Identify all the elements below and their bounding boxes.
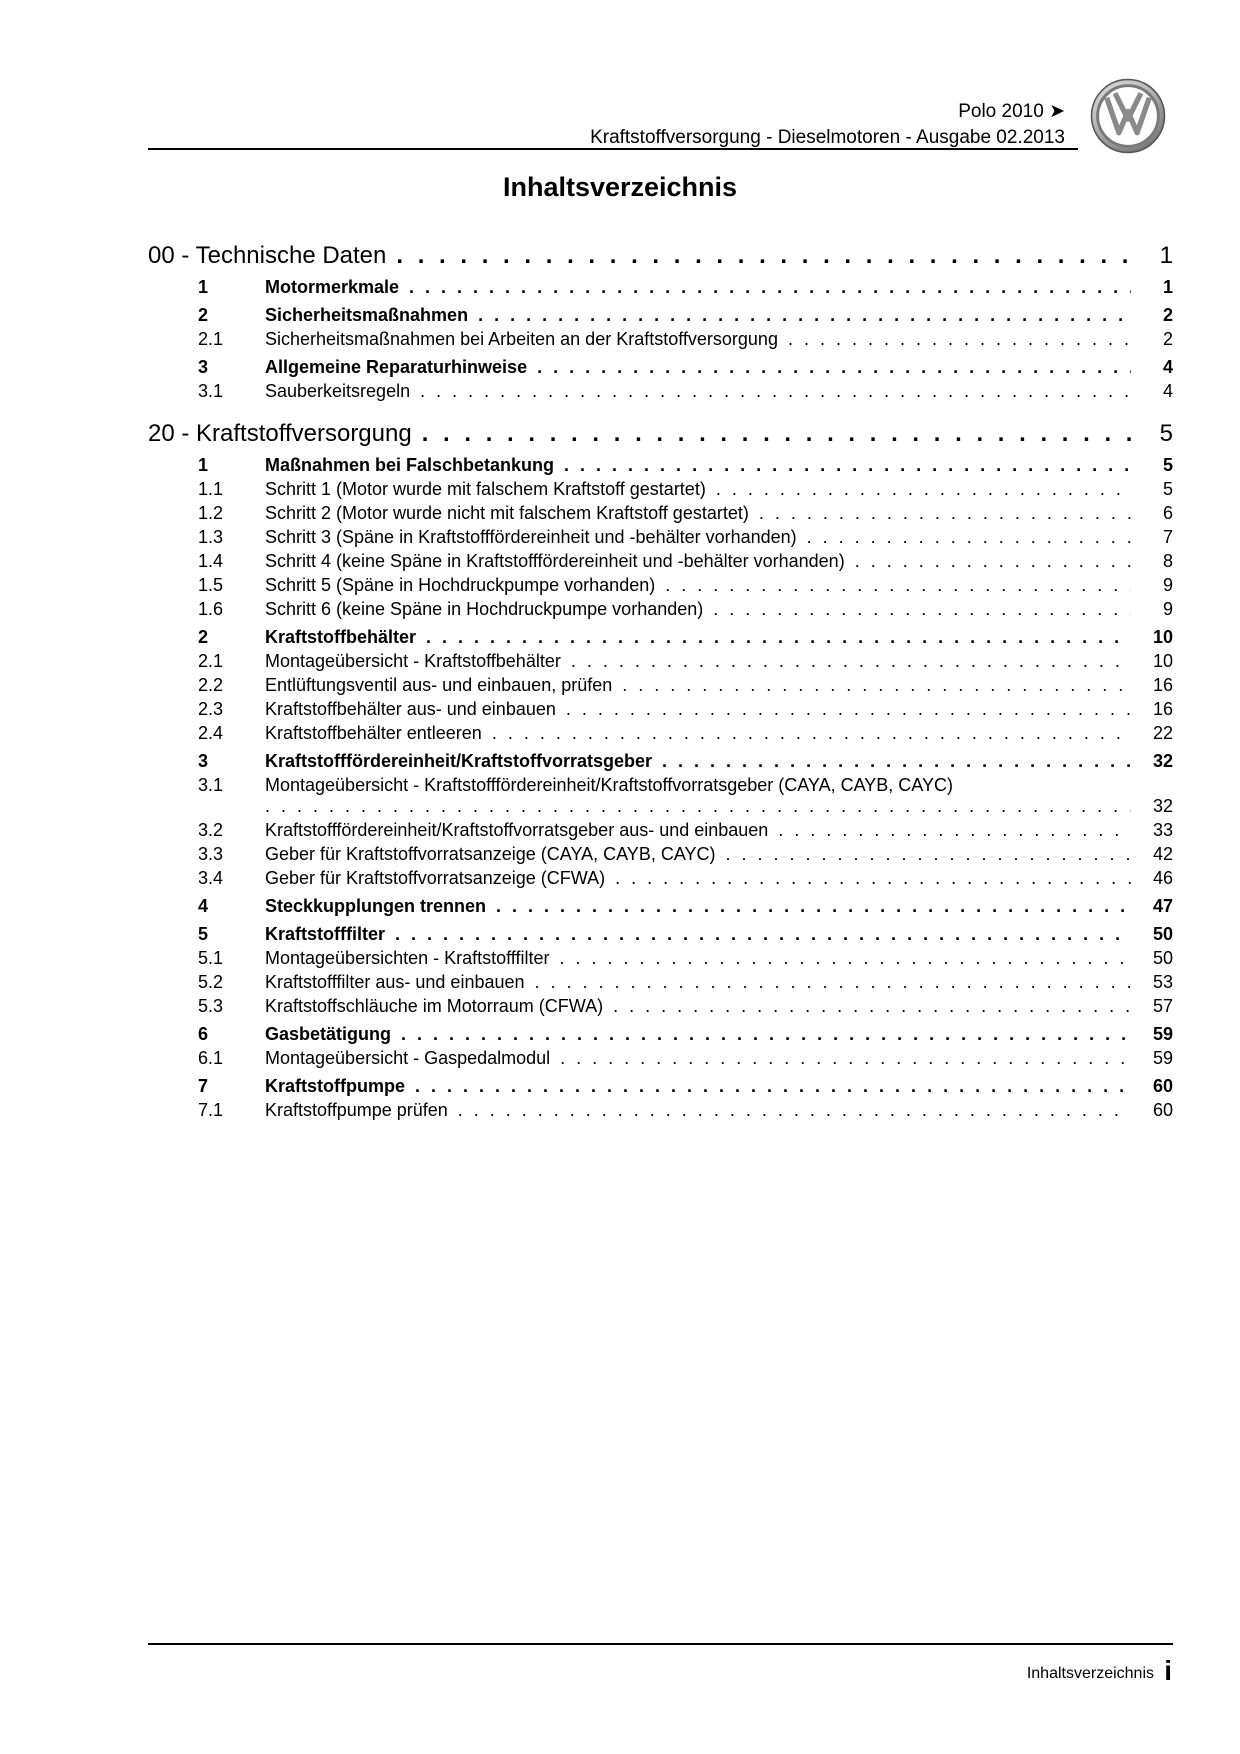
toc-leader-dots: [422, 420, 1131, 448]
toc-entry-page: 10: [1152, 651, 1173, 671]
toc-leader-dots: [458, 1099, 1131, 1121]
toc-entry-title: Montageübersicht - Gaspedalmodul: [265, 1048, 551, 1068]
toc-entry-page: 1: [1159, 242, 1173, 269]
toc-entry[interactable]: [148, 895, 1173, 917]
toc-entry[interactable]: [148, 750, 1173, 772]
toc-entry-page: 1: [1162, 277, 1173, 297]
toc-entry-page: 16: [1152, 675, 1173, 695]
header-subtitle: Kraftstoffversorgung - Dieselmotoren - Ausgabe 02.2013: [590, 127, 1065, 148]
toc-entry-number: 6.1: [198, 1048, 224, 1068]
toc-chapter-title: 00 - Technische Daten: [148, 242, 387, 269]
header-divider: [148, 148, 1078, 150]
toc-entry[interactable]: [148, 1075, 1173, 1097]
toc-leader-dots: [415, 1075, 1131, 1097]
toc-entry-title: Gasbetätigung: [265, 1024, 392, 1044]
toc-entry-title: Kraftstoffschläuche im Motorraum (CFWA): [265, 996, 604, 1016]
toc-entry-number: 3.1: [198, 381, 224, 401]
toc-entry[interactable]: [148, 526, 1173, 548]
toc-leader-dots: [665, 574, 1131, 596]
toc-entry-page: 6: [1162, 503, 1173, 523]
toc-entry[interactable]: [148, 626, 1173, 648]
toc-entry-title: Schritt 5 (Späne in Hochdruckpumpe vorhanden): [265, 575, 656, 595]
toc-entry-number: 2.3: [198, 699, 224, 719]
toc-entry-number: 4: [198, 896, 209, 916]
toc-entry-title: Montageübersichten - Kraftstofffilter: [265, 948, 550, 968]
toc-leader-dots: [559, 947, 1131, 969]
toc-entry-page: 57: [1152, 996, 1173, 1016]
toc-entry-number: 5: [198, 924, 209, 944]
toc-leader-dots: [788, 328, 1131, 350]
toc-entry-page: 42: [1152, 844, 1173, 864]
toc-entry[interactable]: [148, 380, 1173, 402]
toc-entry[interactable]: [148, 328, 1173, 350]
toc-entry-continuation[interactable]: [148, 795, 1173, 817]
toc-leader-dots: [615, 867, 1131, 889]
toc-leader-dots: [759, 502, 1131, 524]
toc-entry-page: 9: [1162, 599, 1173, 619]
toc-entry-number: 2.1: [198, 651, 224, 671]
toc-entry[interactable]: [148, 674, 1173, 696]
toc-leader-dots: [622, 674, 1131, 696]
toc-entry-page: 4: [1162, 357, 1173, 377]
page-title: Inhaltsverzeichnis: [502, 172, 738, 202]
toc-entry[interactable]: [148, 454, 1173, 476]
toc-entry-page: 47: [1152, 896, 1173, 916]
footer-divider: [148, 1643, 1173, 1645]
toc-entry-title: Sicherheitsmaßnahmen bei Arbeiten an der Kraftstoffversorgung: [265, 329, 778, 349]
toc-entry-number: 1.6: [198, 599, 224, 619]
footer-label: Inhaltsverzeichnis: [1026, 1665, 1154, 1682]
toc-entry-title: Schritt 6 (keine Späne in Hochdruckpumpe vorhanden): [265, 599, 704, 619]
toc-entry[interactable]: [148, 971, 1173, 993]
toc-entry-title: Kraftstoffbehälter: [265, 627, 417, 647]
toc-entry[interactable]: [148, 947, 1173, 969]
toc-entry-number: 1.3: [198, 527, 224, 547]
toc-entry[interactable]: [148, 722, 1173, 744]
toc-entry[interactable]: [148, 774, 1173, 796]
toc-entry-page: 5: [1162, 455, 1173, 475]
toc-entry-number: 5.3: [198, 996, 224, 1016]
toc-entry-page: 7: [1162, 527, 1173, 547]
toc-entry-number: 3.1: [198, 775, 224, 795]
toc-entry-title: Geber für Kraftstoffvorratsanzeige (CFWA): [265, 868, 606, 888]
toc-entry-title: Kraftstofffilter: [265, 924, 385, 944]
toc-entry-number: 2.4: [198, 723, 224, 743]
toc-entry-number: 1.2: [198, 503, 224, 523]
toc-entry-title: Kraftstoffbehälter entleeren: [265, 723, 482, 743]
toc-entry-title: Maßnahmen bei Falschbetankung: [265, 455, 555, 475]
toc-entry-page: 2: [1162, 329, 1173, 349]
toc-entry-page: 9: [1162, 575, 1173, 595]
toc-leader-dots: [566, 698, 1131, 720]
toc-entry-number: 5.1: [198, 948, 224, 968]
toc-leader-dots: [571, 650, 1131, 672]
toc-entry-number: 3.4: [198, 868, 224, 888]
toc-leader-dots: [537, 356, 1131, 378]
toc-entry-page: 32: [1152, 751, 1173, 771]
toc-entry-number: 1: [198, 455, 209, 475]
toc-entry[interactable]: [148, 304, 1173, 326]
toc-leader-dots: [426, 626, 1131, 648]
toc-leader-dots: [662, 750, 1131, 772]
toc-entry[interactable]: [148, 1099, 1173, 1121]
toc-entry-title: Entlüftungsventil aus- und einbauen, prüfen: [265, 675, 613, 695]
toc-entry-title: Schritt 4 (keine Späne in Kraftstofffördereinheit und -behälter vorhanden): [265, 551, 845, 571]
toc-entry[interactable]: [148, 502, 1173, 524]
toc-entry-page: 60: [1152, 1076, 1173, 1096]
toc-entry-page: 59: [1152, 1024, 1173, 1044]
toc-entry-number: 2.1: [198, 329, 224, 349]
header-model: Polo 2010 ➤: [958, 101, 1065, 122]
toc-entry-title: Allgemeine Reparaturhinweise: [265, 357, 528, 377]
toc-leader-dots: [807, 526, 1131, 548]
toc-entry[interactable]: [148, 574, 1173, 596]
toc-entry-number: 1: [198, 277, 209, 297]
toc-leader-dots: [716, 478, 1131, 500]
toc-leader-dots: [409, 276, 1131, 298]
toc-entry-page: 5: [1159, 420, 1173, 447]
toc-entry-page: 50: [1152, 924, 1173, 944]
toc-leader-dots: [560, 1047, 1131, 1069]
toc-entry-number: 6: [198, 1024, 209, 1044]
toc-entry-title: Schritt 1 (Motor wurde mit falschem Kraftstoff gestartet): [265, 479, 706, 499]
toc-entry-title: Schritt 3 (Späne in Kraftstofffördereinheit und -behälter vorhanden): [265, 527, 797, 547]
toc-leader-dots: [420, 380, 1131, 402]
toc-entry-page: 46: [1152, 868, 1173, 888]
toc-leader-dots: [492, 722, 1131, 744]
toc-leader-dots: [265, 795, 1131, 817]
toc-leader-dots: [613, 995, 1131, 1017]
toc-entry-title: Steckkupplungen trennen: [265, 896, 487, 916]
toc-entry-page: 5: [1162, 479, 1173, 499]
toc-entry-number: 5.2: [198, 972, 224, 992]
toc-leader-dots: [713, 598, 1131, 620]
toc-entry-title: Montageübersicht - Kraftstofffördereinheit/Kraftstoffvorratsgeber (CAYA, CAYB, CAYC): [265, 775, 953, 795]
page-header: [0, 0, 1240, 160]
toc-leader-dots: [564, 454, 1131, 476]
toc-leader-dots: [401, 1023, 1131, 1045]
toc-leader-dots: [395, 923, 1131, 945]
toc-entry-title: Motormerkmale: [265, 277, 400, 297]
toc-entry[interactable]: [148, 923, 1173, 945]
toc-entry-number: 2.2: [198, 675, 224, 695]
toc-entry-title: Kraftstofffördereinheit/Kraftstoffvorratsgeber: [265, 751, 653, 771]
toc-entry-title: Sicherheitsmaßnahmen: [265, 305, 469, 325]
toc-entry[interactable]: [148, 598, 1173, 620]
toc-entry[interactable]: [148, 550, 1173, 572]
toc-entry[interactable]: [148, 995, 1173, 1017]
toc-entry-number: 7.1: [198, 1100, 224, 1120]
toc-entry-title: Kraftstoffpumpe prüfen: [265, 1100, 448, 1120]
toc-entry[interactable]: [148, 1023, 1173, 1045]
toc-entry[interactable]: [148, 356, 1173, 378]
toc-entry-number: 2: [198, 305, 209, 325]
toc-entry[interactable]: [148, 843, 1173, 865]
toc-entry[interactable]: [148, 819, 1173, 841]
toc-entry-number: 1.1: [198, 479, 224, 499]
toc-entry-page: 8: [1162, 551, 1173, 571]
toc-chapter[interactable]: [148, 420, 1173, 448]
toc-entry[interactable]: [148, 867, 1173, 889]
toc-entry-title: Kraftstofffilter aus- und einbauen: [265, 972, 525, 992]
toc-entry-number: 1.5: [198, 575, 224, 595]
toc-entry-page: 22: [1152, 723, 1173, 743]
toc-leader-dots: [478, 304, 1131, 326]
toc-entry-number: 3: [198, 357, 209, 377]
toc-chapter[interactable]: [148, 242, 1173, 270]
toc-entry[interactable]: [148, 276, 1173, 298]
footer-page-number: i: [1164, 1655, 1172, 1686]
toc-entry-page: 2: [1162, 305, 1173, 325]
toc-entry-page: 53: [1152, 972, 1173, 992]
toc-entry[interactable]: [148, 478, 1173, 500]
toc-entry-title: Kraftstofffördereinheit/Kraftstoffvorratsgeber aus- und einbauen: [265, 820, 769, 840]
toc-leader-dots: [535, 971, 1131, 993]
toc-entry-page: 32: [1152, 796, 1173, 816]
toc-entry-title: Sauberkeitsregeln: [265, 381, 411, 401]
toc-entry-title: Schritt 2 (Motor wurde nicht mit falschem Kraftstoff gestartet): [265, 503, 749, 523]
toc-entry-title: Montageübersicht - Kraftstoffbehälter: [265, 651, 561, 671]
toc-entry-title: Kraftstoffpumpe: [265, 1076, 405, 1096]
toc-entry-page: 4: [1162, 381, 1173, 401]
toc-entry-page: 60: [1152, 1100, 1173, 1120]
vw-logo-icon: [1090, 78, 1166, 154]
toc-entry-number: 2: [198, 627, 209, 647]
toc-entry-page: 16: [1152, 699, 1173, 719]
toc-entry-number: 3.2: [198, 820, 224, 840]
toc-leader-dots: [855, 550, 1131, 572]
toc-entry-page: 59: [1152, 1048, 1173, 1068]
toc-entry[interactable]: [148, 1047, 1173, 1069]
toc-entry-number: 3.3: [198, 844, 224, 864]
toc-entry-title: Geber für Kraftstoffvorratsanzeige (CAYA, CAYB, CAYC): [265, 844, 716, 864]
toc-entry-page: 33: [1152, 820, 1173, 840]
toc-chapter-title: 20 - Kraftstoffversorgung: [148, 420, 412, 447]
toc-entry-title: Kraftstoffbehälter aus- und einbauen: [265, 699, 556, 719]
toc-leader-dots: [726, 843, 1132, 865]
toc-leader-dots: [496, 895, 1131, 917]
toc-leader-dots: [396, 242, 1131, 270]
toc-entry-number: 7: [198, 1076, 209, 1096]
toc-entry-number: 3: [198, 751, 209, 771]
toc-entry-page: 10: [1152, 627, 1173, 647]
toc-entry[interactable]: [148, 650, 1173, 672]
toc-entry-number: 1.4: [198, 551, 224, 571]
toc-leader-dots: [778, 819, 1131, 841]
toc-entry-page: 50: [1152, 948, 1173, 968]
toc-entry[interactable]: [148, 698, 1173, 720]
